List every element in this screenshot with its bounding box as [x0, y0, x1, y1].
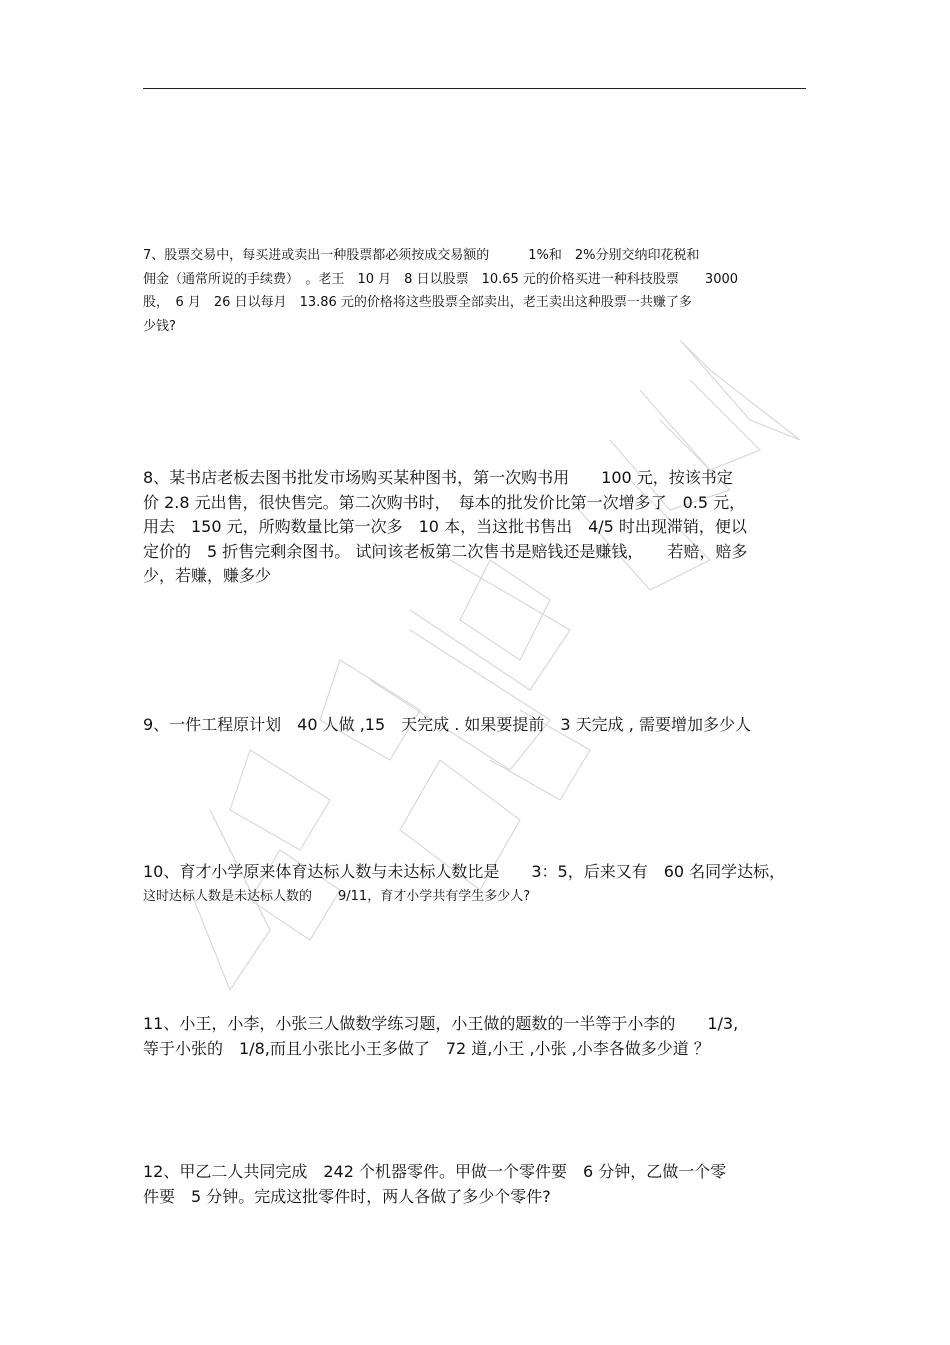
problem-7-line-1: 7、股票交易中，每买进或卖出一种股票都必须按成交易额的 1%和 2%分别交纳印花税和 [143, 248, 700, 263]
problem-8-line-1: 8、某书店老板去图书批发市场购买某种图书，第一次购书用 100 元，按该书定 [143, 468, 733, 487]
problem-7-line-3: 股， 6 月 26 日以每月 13.86 元的价格将这些股票全部卖出，老王卖出这种股票一共赚了多 [143, 295, 692, 310]
problem-10-line-1: 10、育才小学原来体育达标人数与未达标人数比是 3：5，后来又有 60 名同学达标， [143, 862, 786, 881]
problem-11 [143, 1012, 808, 1061]
problem-12 [143, 1160, 808, 1209]
problem-11-line-1: 11、小王，小李，小张三人做数学练习题，小王做的题数的一半等于小李的 1/3, [143, 1014, 739, 1033]
problem-8-line-2: 价 2.8 元出售，很快售完。第二次购书时， 每本的批发价比第一次增多了 0.5 元， [143, 492, 746, 512]
problem-7-line-4: 少钱? [143, 318, 176, 334]
problem-12-line-1: 12、甲乙二人共同完成 242 个机器零件。甲做一个零件要 6 分钟，乙做一个零 [143, 1162, 727, 1181]
problem-9 [143, 713, 808, 738]
problem-10 [143, 860, 808, 908]
problem-8 [143, 466, 808, 589]
problem-9-line-1: 9、一件工程原计划 40 人做 ,15 天完成 . 如果要提前 3 天完成 , 需要增加多少人 [143, 715, 751, 734]
problem-10-line-2: 这时达标人数是未达标人数的 9/11，育才小学共有学生多少人? [143, 888, 531, 904]
header-rule [143, 88, 806, 89]
problem-7 [143, 244, 808, 338]
problem-7-line-2: 佣金（通常所说的手续费） 。老王 10 月 8 日以股票 10.65 元的价格买进一种科技股票 3000 [143, 271, 739, 287]
problem-8-line-5: 少，若赚，赚多少 [143, 566, 272, 585]
problem-8-line-3: 用去 150 元，所购数量比第一次多 10 本，当这批书售出 4/5 时出现滞销，便以 [143, 517, 747, 536]
watermark-graphic [190, 330, 810, 1010]
problem-12-line-2: 件要 5 分钟。完成这批零件时，两人各做了多少个零件? [143, 1186, 551, 1206]
problem-11-line-2: 等于小张的 1/8,而且小张比小王多做了 72 道,小王 ,小张 ,小李各做多少道 ？ [143, 1038, 710, 1058]
problem-8-line-4: 定价的 5 折售完剩余图书。 试问该老板第二次售书是赔钱还是赚钱， 若赔，赔多 [143, 541, 748, 561]
